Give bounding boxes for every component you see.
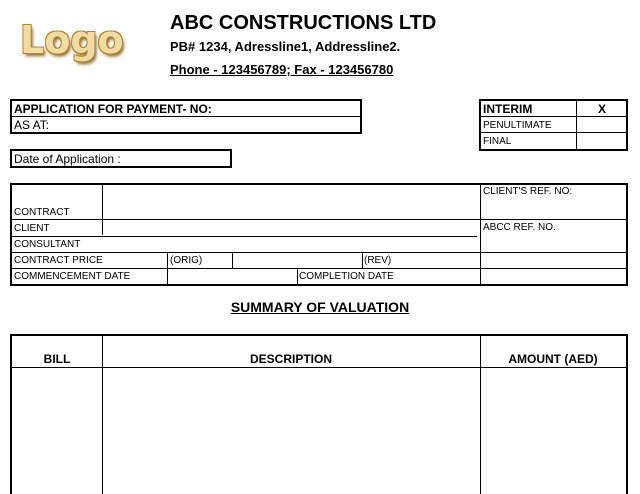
abcc-ref-label: ABCC REF. NO. (483, 222, 556, 233)
interim-mark: X (598, 102, 607, 116)
bill-column-header: BILL (43, 352, 71, 366)
consultant-label: CONSULTANT (14, 239, 81, 250)
company-address: PB# 1234, Adressline1, Addressline2. (170, 39, 401, 54)
summary-table (10, 334, 628, 494)
as-at-label: AS AT: (14, 118, 50, 132)
contract-price-label: CONTRACT PRICE (14, 255, 103, 266)
application-box (10, 99, 362, 134)
final-label: FINAL (483, 136, 512, 147)
contract-details-table (10, 183, 628, 286)
penultimate-label: PENULTIMATE (483, 120, 552, 131)
date-of-application-label: Date of Application : (14, 152, 121, 166)
summary-title: SUMMARY OF VALUATION (230, 299, 410, 315)
amount-column-header: AMOUNT (AED) (508, 352, 598, 366)
date-of-application-box (10, 149, 232, 168)
completion-date-label: COMPLETION DATE (299, 271, 394, 282)
contract-label: CONTRACT (14, 207, 70, 218)
client-label: CLIENT (14, 223, 50, 234)
application-title: APPLICATION FOR PAYMENT- NO: (14, 102, 212, 116)
interim-label: INTERIM (483, 102, 533, 116)
payment-status-box (479, 99, 628, 151)
company-logo: Logo (20, 18, 124, 62)
commencement-date-label: COMMENCEMENT DATE (14, 271, 131, 282)
description-column-header: DESCRIPTION (249, 352, 332, 366)
clients-ref-label: CLIENT'S REF. NO: (483, 186, 573, 197)
orig-label: (ORIG) (170, 255, 203, 266)
rev-label: (REV) (364, 255, 392, 266)
company-name: ABC CONSTRUCTIONS LTD (170, 12, 437, 34)
company-phone-fax: Phone - 123456789; Fax - 123456780 (170, 62, 394, 77)
